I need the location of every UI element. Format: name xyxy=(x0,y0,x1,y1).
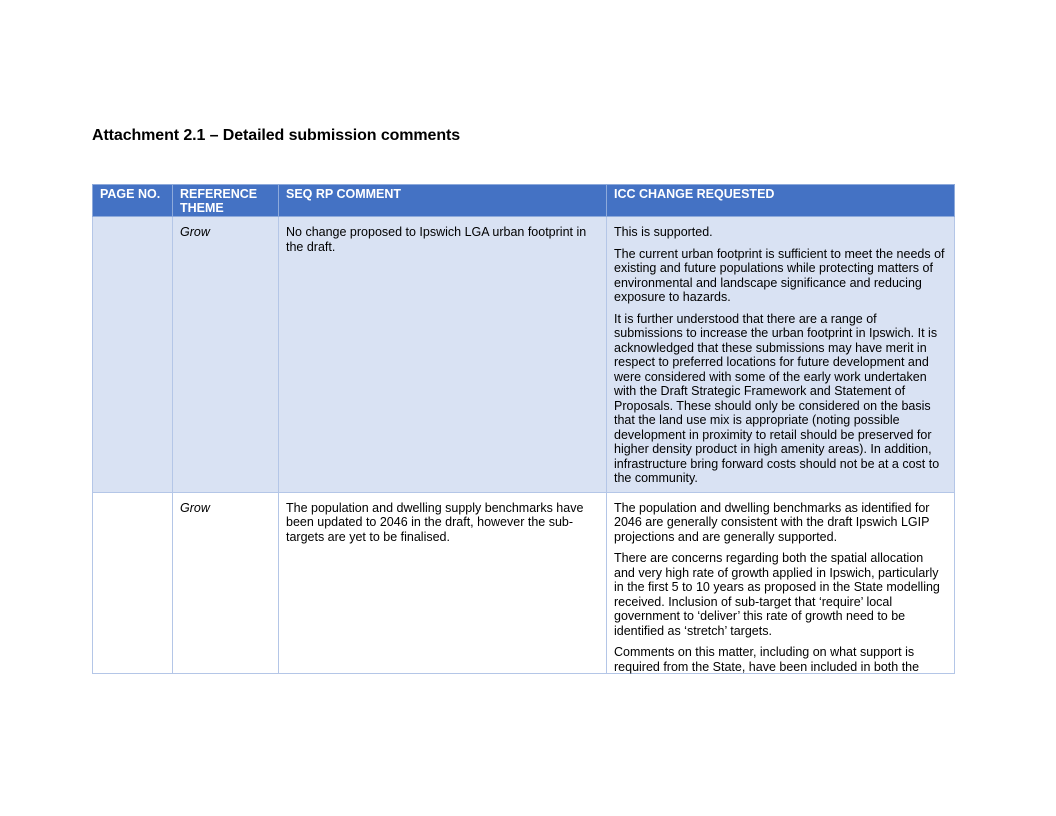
icc-change-requested-cell xyxy=(607,217,955,493)
header-reference-theme: REFERENCE THEME xyxy=(173,185,279,217)
page-no-cell xyxy=(93,217,173,493)
reference-theme-cell: Grow xyxy=(173,217,279,493)
response-paragraph: This is supported. xyxy=(614,225,713,239)
seq-rp-comment-cell: No change proposed to Ipswich LGA urban footprint in the draft. xyxy=(279,217,607,493)
header-icc-change-requested: ICC CHANGE REQUESTED xyxy=(607,185,955,217)
submission-comments-table xyxy=(92,184,955,674)
icc-change-requested-cell xyxy=(607,492,955,673)
table-row xyxy=(93,492,955,673)
seq-rp-comment-cell: The population and dwelling supply benchmarks have been updated to 2046 in the draft, however the sub-targets are yet to be finalised. xyxy=(279,492,607,673)
header-page-no: PAGE NO. xyxy=(93,185,173,217)
response-paragraph: The current urban footprint is sufficient to meet the needs of existing and future populations while protecting matters of environmental and landscape significance and reducing exposure to hazards. xyxy=(614,246,945,304)
response-paragraph: Comments on this matter, including on what support is required from the State, have been included in both the xyxy=(614,645,920,674)
header-seq-rp-comment: SEQ RP COMMENT xyxy=(279,185,607,217)
page-no-cell xyxy=(93,492,173,673)
response-paragraph: The population and dwelling benchmarks as identified for 2046 are generally consistent with the draft Ipswich LGIP projections and are generally supported. xyxy=(614,500,930,544)
table-header-row xyxy=(93,185,955,217)
response-paragraph: There are concerns regarding both the spatial allocation and very high rate of growth applied in Ipswich, particularly in the first 5 to 10 years as proposed in the State modelling received. Inclusion of sub-target that ‘require’ local government to ‘deliver’ this rate of growth need to be identified as ‘stretch’ targets. xyxy=(614,551,940,638)
document-title: Attachment 2.1 – Detailed submission comments xyxy=(92,127,461,144)
table-row xyxy=(93,217,955,493)
reference-theme-cell: Grow xyxy=(173,492,279,673)
response-paragraph: It is further understood that there are a range of submissions to increase the urban footprint in Ipswich. It is acknowledged that these submissions may have merit in respect to preferred locations for future development and were considered with some of the early work undertaken with the Draft Strategic Framework and Statement of Proposals. These should only be considered on the basis that the land use mix is appropriate (noting possible development in proximity to retail should be preserved for higher density product in high amenity areas). In addition, infrastructure bring forward costs should not be at a cost to the community. xyxy=(614,311,940,485)
